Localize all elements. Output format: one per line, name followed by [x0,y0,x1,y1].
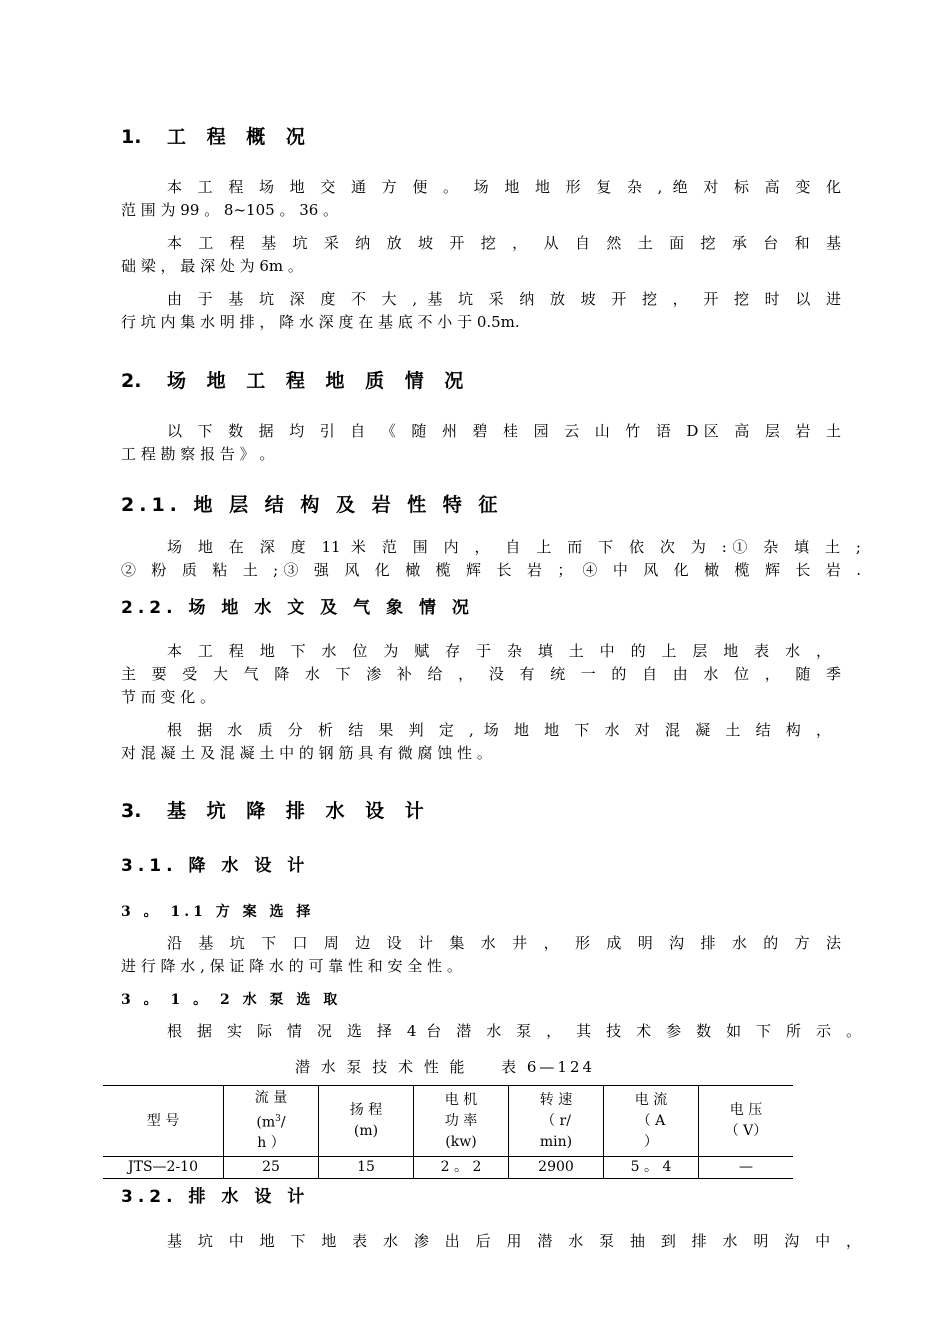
section-2-heading [121,366,470,393]
text-line: 进 行 降 水 , 保 证 降 水 的 可 靠 性 和 安 全 性 。 [121,957,462,975]
header-head [319,1086,414,1157]
header-line: ($m^3/$ [256,1113,286,1131]
text-line: 沿 基 坑 下 口 周 边 设 计 集 水 井 ， 形 成 明 沟 排 水 的 方 法 [167,934,841,952]
table-caption: 潜 水 泵 技 术 性 能 表 6—124 [294,1058,596,1076]
table-cell: 2900 [509,1157,604,1179]
text-line: 本 工 程 地 下 水 位 为 赋 存 于 杂 填 土 中 的 上 层 地 表 水 ， [167,642,831,660]
header-line: (kw) [445,1133,477,1150]
table-cell: 2 。 2 [414,1157,509,1179]
text-line: 主 要 受 大 气 降 水 下 渗 补 给 ， 没 有 统 一 的 自 由 水 位 ， 随 季 [121,665,841,683]
table-cell: — [699,1157,794,1179]
text-line: 由 于 基 坑 深 度 不 大 , 基 坑 采 纳 放 坡 开 挖 ， 开 挖 时 以 进 [167,290,841,308]
table-cell: JTS—2-10 [103,1157,224,1179]
section-number: 2. [121,370,142,392]
header-line: min) [539,1133,573,1150]
text-line: 范 围 为 99 。 8~105 。 36 。 [121,201,339,219]
section-3-heading [121,796,431,823]
table-row [103,1157,793,1179]
header-current [604,1086,699,1157]
text-line: 根 据 实 际 情 况 选 择 4 台 潜 水 泵 ， 其 技 术 参 数 如 下 所 示 。 [167,1022,861,1040]
header-speed [509,1086,604,1157]
paragraph [121,640,841,709]
header-line: ） [644,1133,658,1150]
section-2-2-heading: 2.2. 场 地 水 文 及 气 象 情 况 [121,598,474,618]
header-line: （ V） [724,1123,768,1139]
header-line: 转 速 [539,1091,573,1108]
header-line: 流 量 [254,1089,288,1106]
section-3-1-1-heading: 3 。 1.1 方 案 选 择 [121,904,315,920]
table-cell: 25 [224,1157,319,1179]
section-3-2-heading: 3.2. 排 水 设 计 [121,1187,310,1207]
pump-spec-table [103,1085,793,1179]
section-number: 3. [121,800,142,822]
paragraph [121,1230,861,1253]
text-line: 本 工 程 场 地 交 通 方 便 。 场 地 地 形 复 杂 , 绝 对 标 高 变 化 [167,178,841,196]
header-line: 功 率 [444,1112,478,1129]
text-line: ② 粉 质 粘 土 ;③ 强 风 化 橄 榄 辉 长 岩 ； ④ 中 风 化 橄 榄 辉 长 岩 . [121,561,861,579]
section-title: 工 程 概 况 [167,126,312,148]
header-model [103,1086,224,1157]
header-line: 扬 程 [349,1102,383,1118]
paragraph [121,536,861,582]
text-line: 对 混 凝 土 及 混 凝 土 中 的 钢 筋 具 有 微 腐 蚀 性 。 [121,744,492,762]
header-line: 电 压 [729,1102,763,1118]
table-cell: 5 。 4 [604,1157,699,1179]
text-line: 以 下 数 据 均 引 自 《 随 州 碧 桂 园 云 山 竹 语 D区 高 层 岩 土 [167,422,841,440]
section-1-heading [121,122,312,149]
text-line: 础 梁 ， 最 深 处 为 6m 。 [121,257,303,275]
text-line: 工 程 勘 察 报 告 》 。 [121,445,275,463]
paragraph [121,1020,861,1043]
text-line: 基 坑 中 地 下 地 表 水 渗 出 后 用 潜 水 泵 抽 到 排 水 明 沟 中 ， [167,1232,861,1250]
paragraph [121,420,841,466]
header-line: 电 机 [444,1091,478,1108]
header-line: 电 流 [634,1091,668,1108]
section-3-1-heading: 3.1. 降 水 设 计 [121,856,310,876]
header-voltage [699,1086,794,1157]
paragraph [121,288,841,334]
paragraph [121,719,841,765]
text-line: 本 工 程 基 坑 采 纳 放 坡 开 挖 ， 从 自 然 土 面 挖 承 台 和 基 [167,234,841,252]
header-line: （ r/ [541,1112,571,1129]
header-flow [224,1086,319,1157]
paragraph [121,932,841,978]
section-title: 基 坑 降 排 水 设 计 [167,800,431,822]
section-3-1-2-heading: 3 。 1 。 2 水 泵 选 取 [121,992,342,1008]
text-line: 行 坑 内 集 水 明 排 ， 降 水 深 度 在 基 底 不 小 于 0.5m. [121,313,520,331]
table-cell: 15 [319,1157,414,1179]
section-2-1-heading: 2.1. 地 层 结 构 及 岩 性 特 征 [121,494,503,516]
header-line: （ A [636,1112,666,1129]
table-header-row [103,1086,793,1157]
section-number: 1. [121,126,142,148]
text-line: 根 据 水 质 分 析 结 果 判 定 , 场 地 地 下 水 对 混 凝 土 结 构 ， [167,721,831,739]
header-line: 型 号 [146,1112,180,1129]
section-title: 场 地 工 程 地 质 情 况 [167,370,471,392]
header-line: h ） [257,1135,285,1152]
header-motor-power [414,1086,509,1157]
paragraph [121,232,841,278]
header-line: (m) [353,1123,379,1139]
text-line: 场 地 在 深 度 11 米 范 围 内 ， 自 上 而 下 依 次 为 :① 杂 填 土 ; [167,538,861,556]
text-line: 节 而 变 化 。 [121,688,216,706]
paragraph [121,176,841,222]
